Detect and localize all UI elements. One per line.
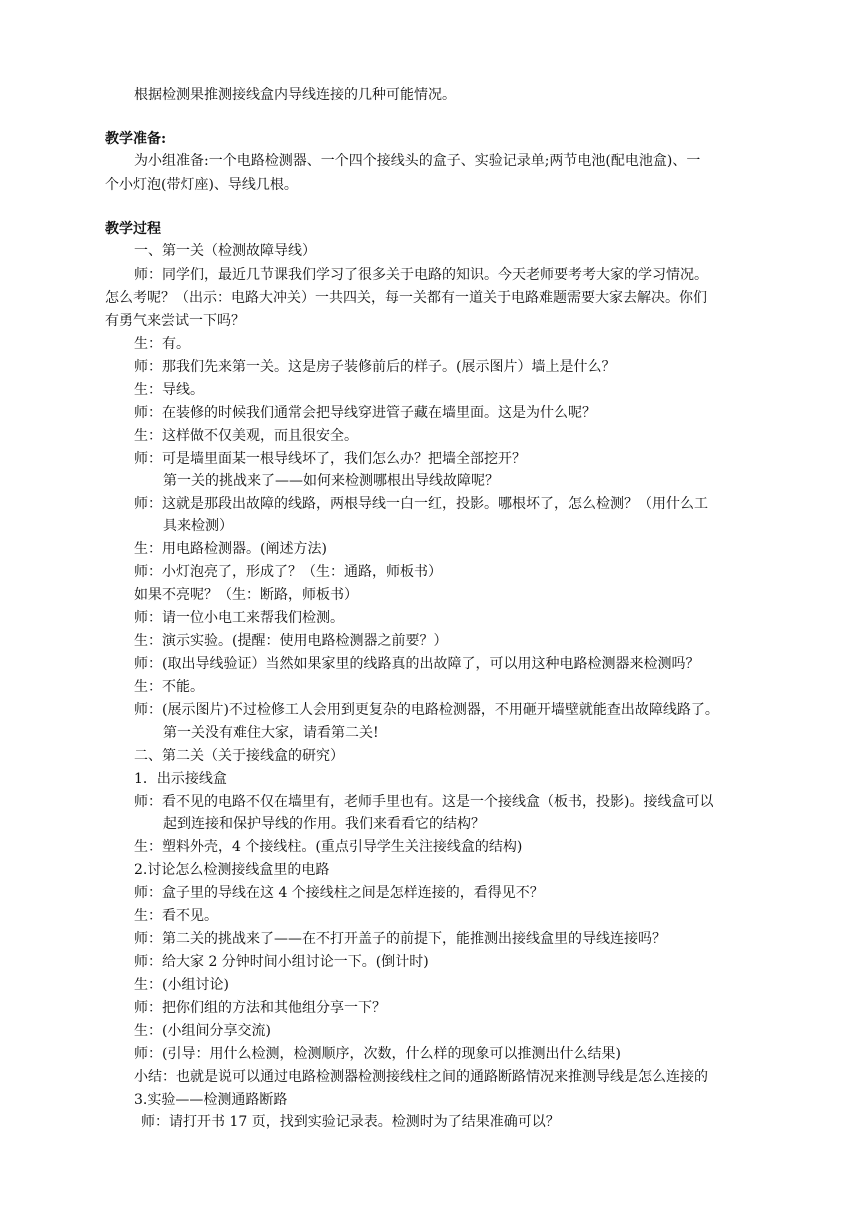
text-line: 师：看不见的电路不仅在墙里有，老师手里也有。这是一个接线盒（板书，投影)。接线盒可以 [134, 794, 714, 810]
text-line: 师：(引导：用什么检测，检测顺序，次数，什么样的现象可以推测出什么结果) [134, 1046, 621, 1062]
summary-line: 小结：也就是说可以通过电路检测器检测接线柱之间的通路断路情况来推测导线是怎么连接的 [134, 1069, 708, 1085]
text-line: 有勇气来尝试一下吗？ [105, 313, 245, 329]
section-heading: 教学过程 [105, 221, 161, 237]
text-line: 第一关的挑战来了——如何来检测哪根出导线故障呢？ [163, 473, 499, 489]
text-line: 生：有。 [134, 336, 190, 352]
text-line: 怎么考呢？（出示：电路大冲关）一共四关，每一关都有一道关于电路难题需要大家去解决。你们 [105, 290, 707, 306]
subsection-heading: 二、第二关（关于接线盒的研究） [134, 748, 344, 764]
subsection-heading: 一、第一关（检测故障导线） [134, 243, 316, 259]
text-line: 师：盒子里的导线在这 4 个接线柱之间是怎样连接的，看得见不？ [134, 885, 544, 901]
text-line: 师：这就是那段出故障的线路，两根导线一白一红，投影。哪根坏了，怎么检测？（用什么工 [134, 496, 708, 512]
text-line: 起到连接和保护导线的作用。我们来看看它的结构？ [163, 816, 485, 832]
text-line: 生：导线。 [134, 382, 204, 398]
text-line: 生：不能。 [134, 679, 204, 695]
text-line: 根据检测果推测接线盒内导线连接的几种可能情况。 [134, 87, 456, 103]
text-line: 生：看不见。 [134, 908, 218, 924]
text-line: 师：第二关的挑战来了——在不打开盖子的前提下，能推测出接线盒里的导线连接吗？ [134, 931, 666, 947]
text-line: 具来检测） [163, 518, 233, 534]
text-line: 师：那我们先来第一关。这是房子装修前后的样子。(展示图片）墙上是什么？ [134, 359, 616, 375]
text-line: 生：演示实验。(提醒：使用电路检测器之前要？） [134, 633, 448, 649]
text-line: 师：小灯泡亮了，形成了？（生：通路，师板书） [134, 564, 442, 580]
text-line: 师：在装修的时候我们通常会把导线穿进管子藏在墙里面。这是为什么呢？ [134, 405, 596, 421]
text-line: 师：(取出导线验证）当然如果家里的线路真的出故障了，可以用这种电路检测器来检测吗？ [134, 656, 700, 672]
text-line: 生：塑料外壳，4 个接线柱。(重点引导学生关注接线盒的结构) [134, 839, 523, 855]
text-line: 师：同学们，最近几节课我们学习了很多关于电路的知识。今天老师要考考大家的学习情况。 [134, 267, 708, 283]
section-heading: 教学准备: [105, 131, 167, 147]
text-line: 如果不亮呢？（生：断路，师板书） [134, 587, 358, 603]
text-line: 生：这样做不仅美观，而且很安全。 [134, 428, 358, 444]
text-line: 生：用电路检测器。(阐述方法) [134, 541, 327, 557]
text-line: 师：把你们组的方法和其他组分享一下？ [134, 1000, 386, 1016]
numbered-item: 1．出示接线盒 [134, 771, 227, 787]
text-line: 第一关没有难住大家，请看第二关! [163, 725, 379, 741]
text-line: 师：给大家 2 分钟时间小组讨论一下。(倒计时) [134, 954, 429, 970]
text-line: 为小组准备:一个电路检测器、一个四个接线头的盒子、实验记录单;两节电池(配电池盒)、一 [134, 153, 701, 169]
text-line: 生：(小组讨论) [134, 977, 229, 993]
text-line: 师：请打开书 17 页，找到实验记录表。检测时为了结果准确可以？ [141, 1114, 560, 1130]
numbered-item: 3.实验——检测通路断路 [134, 1092, 288, 1108]
text-line: 师：请一位小电工来帮我们检测。 [134, 610, 344, 626]
numbered-item: 2.讨论怎么检测接线盒里的电路 [134, 862, 330, 878]
text-line: 师：可是墙里面某一根导线坏了，我们怎么办？把墙全部挖开？ [134, 451, 526, 467]
text-line: 生：(小组间分享交流) [134, 1023, 271, 1039]
text-line: 个小灯泡(带灯座)、导线几根。 [105, 177, 298, 193]
text-line: 师：(展示图片)不过检修工人会用到更复杂的电路检测器，不用砸开墙壁就能查出故障线路了。 [134, 702, 719, 718]
